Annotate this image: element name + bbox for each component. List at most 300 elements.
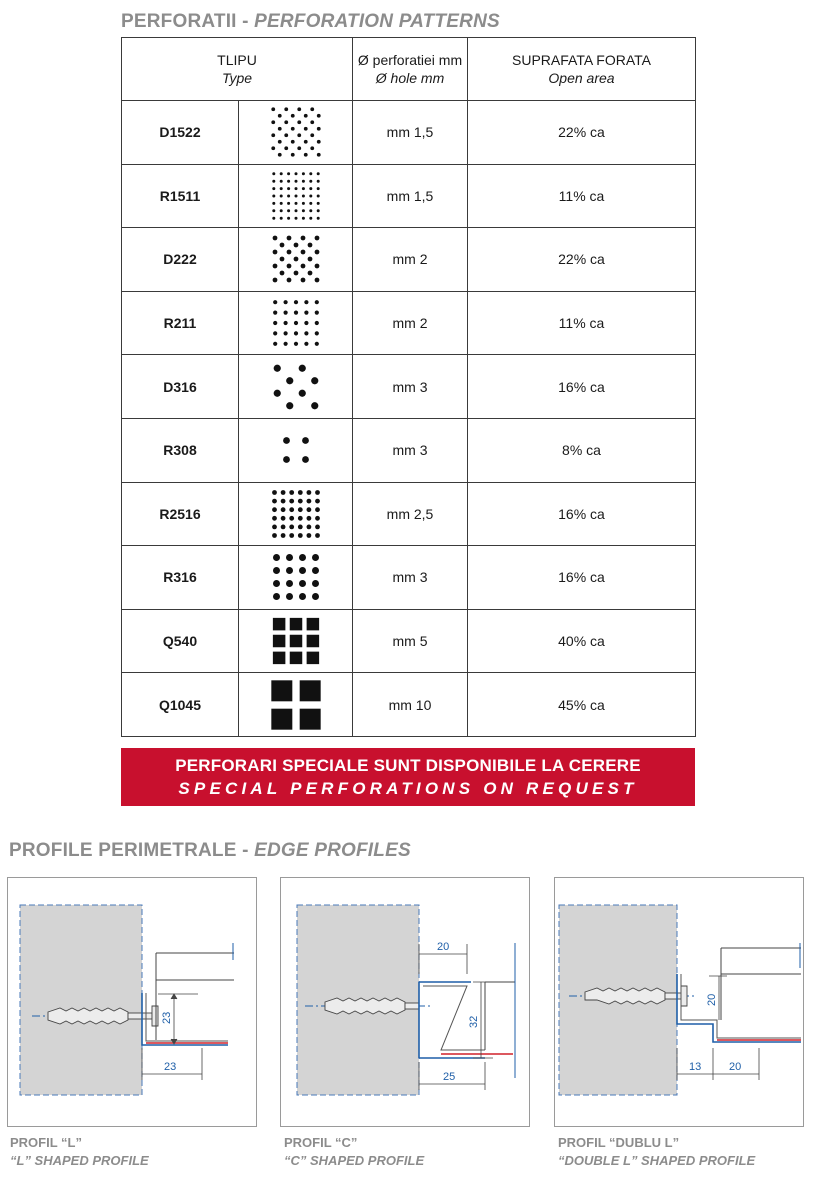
perforation-hole — [290, 153, 294, 157]
perforation-hole — [271, 121, 275, 125]
perforation-hole — [279, 202, 282, 205]
perforation-hole — [293, 321, 297, 325]
perforation-hole — [280, 507, 285, 512]
table-row — [122, 546, 696, 610]
open-area: 16% ca — [468, 546, 696, 610]
perforation-pattern-swatch — [270, 170, 322, 222]
perforation-hole — [290, 127, 294, 131]
perforation-hole — [273, 300, 277, 304]
perforation-hole — [273, 331, 277, 335]
perforation-hole — [311, 377, 318, 384]
perforation-hole — [306, 499, 311, 504]
perforation-hole — [293, 257, 298, 262]
perforation-hole — [286, 278, 291, 283]
perforation-hole — [273, 311, 277, 315]
perforation-hole — [284, 121, 288, 125]
perforation-hole — [299, 708, 320, 729]
perforation-hole — [289, 524, 294, 529]
wall-section — [20, 905, 142, 1095]
pattern-code: D222 — [122, 228, 239, 292]
hole-diameter: mm 2 — [353, 228, 468, 292]
pattern-preview — [239, 291, 353, 355]
perforation-hole — [315, 507, 320, 512]
perforation-hole — [309, 217, 312, 220]
perforation-hole — [301, 209, 304, 212]
dimension-label: 20 — [437, 941, 450, 953]
pattern-preview — [239, 673, 353, 737]
dimension-label: 23 — [164, 1061, 177, 1073]
perforation-hole — [271, 680, 292, 701]
banner-line-1: PERFORARI SPECIALE SUNT DISPONIBILE LA CERERE — [175, 756, 641, 775]
perforation-pattern-swatch — [270, 424, 322, 476]
perforation-hole — [303, 140, 307, 144]
perforation-hole — [273, 389, 280, 396]
perforation-hole — [271, 108, 275, 112]
perforation-hole — [299, 580, 306, 587]
header-type: TLIPU Type — [122, 38, 353, 101]
perforation-hole — [280, 490, 285, 495]
perforation-hole — [279, 194, 282, 197]
open-area: 45% ca — [468, 673, 696, 737]
perforation-hole — [304, 342, 308, 346]
open-area: 16% ca — [468, 482, 696, 546]
perforation-hole — [297, 108, 301, 112]
perforation-hole — [316, 217, 319, 220]
double-l-profile-diagram — [555, 878, 803, 1126]
perforation-hole — [286, 250, 291, 255]
perforation-hole — [283, 300, 287, 304]
perforation-hole — [314, 321, 318, 325]
perforation-hole — [311, 402, 318, 409]
pattern-preview — [239, 482, 353, 546]
perforation-hole — [306, 516, 311, 521]
perforation-hole — [314, 250, 319, 255]
perforation-hole — [300, 250, 305, 255]
perforation-hole — [289, 618, 302, 631]
perforation-hole — [277, 153, 281, 157]
perforation-hole — [287, 172, 290, 175]
perforation-hole — [316, 140, 320, 144]
perforation-hole — [286, 402, 293, 409]
hole-diameter: mm 1,5 — [353, 101, 468, 165]
perforation-hole — [284, 134, 288, 138]
perforation-hole — [271, 147, 275, 151]
title-italic: EDGE PROFILES — [254, 840, 411, 861]
pattern-preview — [239, 164, 353, 228]
perforation-hole — [310, 121, 314, 125]
perforation-hole — [307, 257, 312, 262]
perforation-hole — [284, 147, 288, 151]
dimension-label: 23 — [161, 1011, 173, 1024]
hole-diameter: mm 1,5 — [353, 164, 468, 228]
perforation-hole — [287, 180, 290, 183]
perforation-hole — [279, 209, 282, 212]
open-area: 40% ca — [468, 609, 696, 673]
perforation-hole — [302, 437, 309, 444]
perforation-hole — [272, 236, 277, 241]
perforation-hole — [289, 516, 294, 521]
perforation-hole — [289, 652, 302, 665]
perforation-hole — [297, 507, 302, 512]
perforation-hole — [272, 278, 277, 283]
perforation-hole — [279, 243, 284, 248]
perforation-hole — [280, 516, 285, 521]
perforation-hole — [272, 490, 277, 495]
perforation-hole — [315, 490, 320, 495]
hole-diameter: mm 2,5 — [353, 482, 468, 546]
perforation-hole — [290, 114, 294, 118]
perforation-hole — [309, 209, 312, 212]
pattern-code: Q540 — [122, 609, 239, 673]
banner-line-2: SPECIAL PERFORATIONS ON REQUEST — [178, 779, 638, 798]
perforation-hole — [297, 499, 302, 504]
pattern-code: R2516 — [122, 482, 239, 546]
perforation-hole — [272, 187, 275, 190]
perforation-hole — [279, 172, 282, 175]
perforation-hole — [297, 490, 302, 495]
perforation-hole — [290, 140, 294, 144]
perforation-hole — [283, 331, 287, 335]
perforation-hole — [297, 516, 302, 521]
perforation-hole — [289, 533, 294, 538]
perforation-hole — [301, 172, 304, 175]
hole-diameter: mm 3 — [353, 418, 468, 482]
perforation-hole — [306, 618, 319, 631]
perforation-hole — [304, 311, 308, 315]
perforation-hole — [279, 187, 282, 190]
perforation-hole — [309, 187, 312, 190]
profile-l-drawing — [7, 877, 257, 1127]
perforation-hole — [286, 264, 291, 269]
perforation-hole — [316, 202, 319, 205]
perforation-hole — [306, 635, 319, 648]
perforation-hole — [307, 271, 312, 276]
perforation-hole — [277, 114, 281, 118]
perforation-hole — [297, 147, 301, 151]
perforation-pattern-swatch — [270, 233, 322, 285]
perforation-hole — [272, 172, 275, 175]
pattern-preview — [239, 609, 353, 673]
hole-diameter: mm 2 — [353, 291, 468, 355]
table-row — [122, 355, 696, 419]
pattern-code: R308 — [122, 418, 239, 482]
open-area: 22% ca — [468, 101, 696, 165]
perforation-hole — [299, 680, 320, 701]
perforation-hole — [279, 271, 284, 276]
perforation-hole — [272, 180, 275, 183]
perforation-hole — [300, 278, 305, 283]
open-area: 8% ca — [468, 418, 696, 482]
perforation-hole — [300, 236, 305, 241]
header-hole: Ø perforatiei mm Ø hole mm — [353, 38, 468, 101]
perforation-hole — [272, 499, 277, 504]
perforation-hole — [273, 342, 277, 346]
perforation-hole — [289, 499, 294, 504]
perforation-hole — [286, 554, 293, 561]
perforation-hole — [316, 194, 319, 197]
perforation-hole — [299, 554, 306, 561]
perforation-hole — [280, 533, 285, 538]
perforation-hole — [272, 516, 277, 521]
perforation-hole — [293, 271, 298, 276]
perforation-hole — [297, 524, 302, 529]
perforation-hole — [286, 377, 293, 384]
special-perforations-banner — [121, 748, 695, 806]
perforation-hole — [299, 567, 306, 574]
perforation-hole — [289, 490, 294, 495]
profile-name: PROFIL “L” — [10, 1135, 82, 1150]
perforation-pattern-swatch — [270, 615, 322, 667]
pattern-code: R1511 — [122, 164, 239, 228]
perforation-hole — [289, 635, 302, 648]
perforation-hole — [315, 499, 320, 504]
perforation-hole — [286, 567, 293, 574]
table-row — [122, 291, 696, 355]
perforation-hole — [287, 202, 290, 205]
perforation-hole — [294, 217, 297, 220]
perforation-hole — [314, 300, 318, 304]
perforation-hole — [307, 243, 312, 248]
perforation-hole — [312, 580, 319, 587]
title-main: PERFORATII - — [121, 11, 255, 32]
perforation-hole — [293, 311, 297, 315]
perforation-hole — [293, 300, 297, 304]
perforation-pattern-swatch — [270, 361, 322, 413]
title-italic: PERFORATION PATTERNS — [254, 11, 500, 32]
perforation-hole — [272, 533, 277, 538]
perforation-hole — [287, 194, 290, 197]
perforation-hole — [314, 236, 319, 241]
perforation-hole — [309, 180, 312, 183]
perforation-hole — [283, 342, 287, 346]
perforation-hole — [304, 300, 308, 304]
perforation-pattern-swatch — [270, 106, 322, 158]
perforation-hole — [302, 456, 309, 463]
perforation-hole — [300, 264, 305, 269]
perforation-hole — [315, 524, 320, 529]
dimension-label: 13 — [689, 1061, 702, 1073]
table-row — [122, 101, 696, 165]
perforation-hole — [301, 217, 304, 220]
perforation-hole — [272, 652, 285, 665]
perforation-hole — [314, 331, 318, 335]
ceiling-tile-outline — [156, 943, 234, 1040]
profile-name: PROFIL “DUBLU L” — [558, 1135, 680, 1150]
table-row — [122, 673, 696, 737]
perforation-hole — [316, 187, 319, 190]
table-row — [122, 228, 696, 292]
perforation-hole — [273, 321, 277, 325]
perforation-hole — [294, 187, 297, 190]
perforation-hole — [301, 180, 304, 183]
dimension-label: 25 — [443, 1071, 456, 1083]
perforation-hole — [314, 278, 319, 283]
perforation-hole — [301, 194, 304, 197]
perforation-pattern-swatch — [270, 551, 322, 603]
perforation-hole — [294, 202, 297, 205]
perforation-hole — [310, 134, 314, 138]
perforation-hole — [294, 180, 297, 183]
open-area: 11% ca — [468, 164, 696, 228]
perforation-hole — [314, 264, 319, 269]
perforation-pattern-swatch — [270, 297, 322, 349]
perforation-hole — [306, 507, 311, 512]
perforation-hole — [277, 127, 281, 131]
perforation-hole — [316, 209, 319, 212]
pattern-preview — [239, 355, 353, 419]
pattern-code: R211 — [122, 291, 239, 355]
pattern-code: Q1045 — [122, 673, 239, 737]
perforation-hole — [272, 635, 285, 648]
hole-diameter: mm 5 — [353, 609, 468, 673]
profile-subtitle: “DOUBLE L” SHAPED PROFILE — [558, 1153, 756, 1168]
perforation-hole — [294, 194, 297, 197]
header-area: SUPRAFATA FORATA Open area — [468, 38, 696, 101]
perforation-hole — [272, 194, 275, 197]
pattern-preview — [239, 418, 353, 482]
perforation-hole — [293, 243, 298, 248]
table-row — [122, 418, 696, 482]
hole-diameter: mm 3 — [353, 355, 468, 419]
perforation-hole — [272, 202, 275, 205]
perforation-hole — [272, 264, 277, 269]
table-header-row — [122, 38, 696, 101]
perforation-pattern-swatch — [270, 488, 322, 540]
open-area: 22% ca — [468, 228, 696, 292]
perforation-hole — [273, 593, 280, 600]
perforation-hole — [306, 490, 311, 495]
profile-double-l-caption — [558, 1134, 755, 1170]
perforation-hole — [314, 311, 318, 315]
profile-c-caption — [284, 1134, 424, 1170]
perforation-hole — [304, 321, 308, 325]
perforation-hole — [316, 172, 319, 175]
perforation-hole — [298, 389, 305, 396]
pattern-preview — [239, 546, 353, 610]
perforation-hole — [303, 127, 307, 131]
perforation-hole — [306, 524, 311, 529]
perforation-hole — [309, 202, 312, 205]
perforation-hole — [316, 180, 319, 183]
profile-subtitle: “L” SHAPED PROFILE — [10, 1153, 149, 1168]
perforation-hole — [287, 187, 290, 190]
dimension-label: 20 — [729, 1061, 742, 1073]
perforation-hole — [271, 708, 292, 729]
perforation-table — [121, 37, 696, 737]
perforation-hole — [287, 209, 290, 212]
perforation-hole — [315, 516, 320, 521]
edge-section-title — [9, 840, 411, 862]
table-row — [122, 609, 696, 673]
profile-c-drawing — [280, 877, 530, 1127]
perforation-hole — [312, 593, 319, 600]
perforation-section-title — [121, 11, 500, 33]
perforation-hole — [280, 524, 285, 529]
perforation-hole — [301, 187, 304, 190]
perforation-hole — [316, 127, 320, 131]
perforation-hole — [286, 236, 291, 241]
perforation-hole — [272, 217, 275, 220]
perforation-hole — [283, 321, 287, 325]
perforation-hole — [312, 567, 319, 574]
open-area: 16% ca — [468, 355, 696, 419]
perforation-hole — [272, 209, 275, 212]
perforation-hole — [273, 580, 280, 587]
perforation-hole — [272, 524, 277, 529]
perforation-hole — [298, 364, 305, 371]
pattern-preview — [239, 228, 353, 292]
perforation-hole — [272, 250, 277, 255]
perforation-hole — [310, 147, 314, 151]
pattern-code: D316 — [122, 355, 239, 419]
perforation-hole — [297, 121, 301, 125]
perforation-hole — [286, 593, 293, 600]
perforation-hole — [299, 593, 306, 600]
hole-diameter: mm 3 — [353, 546, 468, 610]
perforation-hole — [272, 507, 277, 512]
perforation-hole — [294, 172, 297, 175]
l-profile-diagram — [8, 878, 256, 1126]
pattern-preview — [239, 101, 353, 165]
perforation-hole — [284, 108, 288, 112]
perforation-hole — [304, 331, 308, 335]
perforation-hole — [277, 140, 281, 144]
profile-name: PROFIL “C” — [284, 1135, 358, 1150]
perforation-hole — [293, 342, 297, 346]
profile-double-l-drawing — [554, 877, 804, 1127]
perforation-hole — [309, 172, 312, 175]
hole-diameter: mm 10 — [353, 673, 468, 737]
title-main: PROFILE PERIMETRALE - — [9, 840, 255, 861]
perforation-hole — [279, 180, 282, 183]
perforation-hole — [297, 533, 302, 538]
double-l-profile-shape — [677, 943, 801, 1042]
perforation-hole — [306, 533, 311, 538]
perforation-hole — [316, 114, 320, 118]
perforation-hole — [271, 134, 275, 138]
perforation-hole — [280, 499, 285, 504]
perforation-hole — [286, 580, 293, 587]
dimension-label: 20 — [706, 993, 718, 1006]
perforation-hole — [283, 437, 290, 444]
perforation-hole — [293, 331, 297, 335]
perforation-hole — [273, 364, 280, 371]
profile-subtitle: “C” SHAPED PROFILE — [284, 1153, 425, 1168]
perforation-hole — [287, 217, 290, 220]
table-row — [122, 482, 696, 546]
perforation-hole — [273, 554, 280, 561]
perforation-hole — [306, 652, 319, 665]
perforation-pattern-swatch — [268, 677, 324, 733]
perforation-hole — [297, 134, 301, 138]
perforation-hole — [294, 209, 297, 212]
perforation-hole — [301, 202, 304, 205]
perforation-hole — [289, 507, 294, 512]
perforation-hole — [303, 153, 307, 157]
perforation-hole — [283, 311, 287, 315]
perforation-hole — [272, 618, 285, 631]
perforation-hole — [273, 567, 280, 574]
perforation-hole — [312, 554, 319, 561]
perforation-hole — [279, 217, 282, 220]
perforation-hole — [279, 257, 284, 262]
perforation-hole — [315, 533, 320, 538]
perforation-hole — [316, 153, 320, 157]
pattern-code: D1522 — [122, 101, 239, 165]
table-row — [122, 164, 696, 228]
perforation-hole — [310, 108, 314, 112]
pattern-code: R316 — [122, 546, 239, 610]
